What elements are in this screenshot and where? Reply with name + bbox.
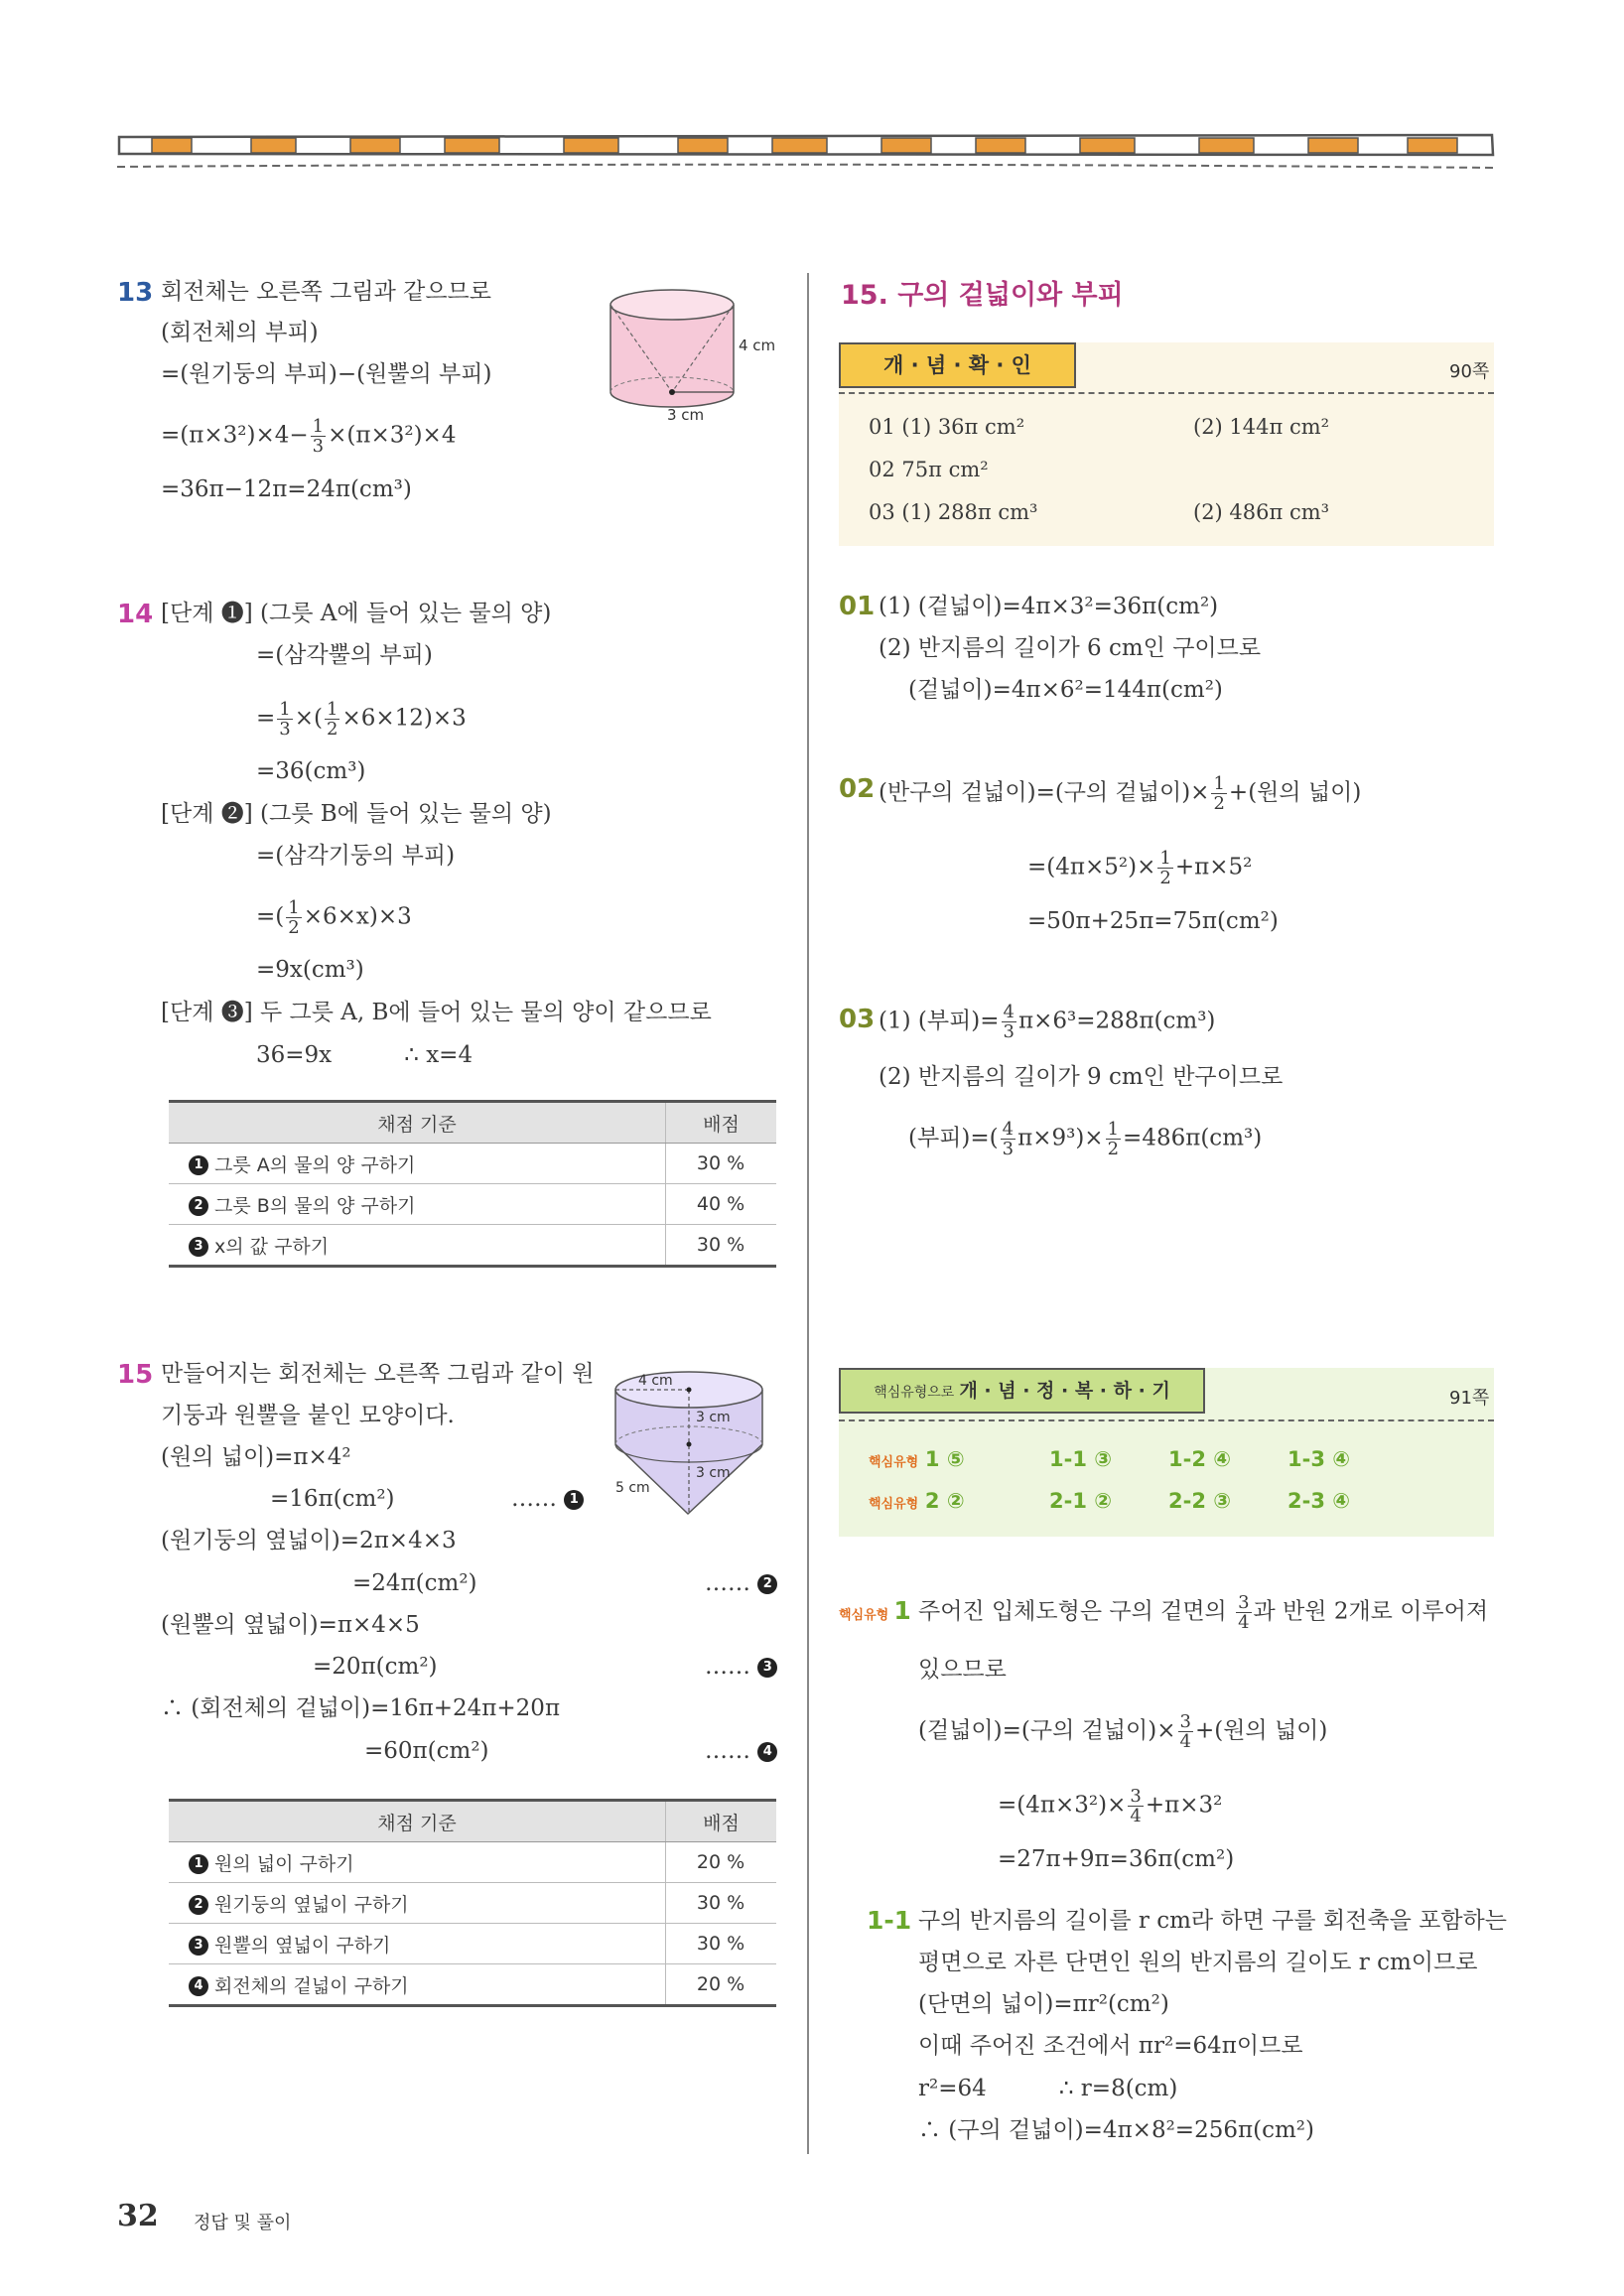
table-row: 4 회전체의 겉넓이 구하기 20 % [169,1964,776,2006]
q13-line4: =(π×3²)×4− $\frac{1}{3}$ ×(π×3²)×4 [161,416,457,457]
a02-line2: =(4π×5²)× $\frac{1}{2}$ +π×5² [1027,848,1253,888]
review-answer: 2-2 ③ [1168,1489,1232,1513]
table-row: 3 x의 값 구하기 30 % [169,1225,776,1267]
q14-step2-a: =(삼각기둥의 부피) [256,843,456,869]
q13-line3: =(원기둥의 부피)−(원뿔의 부피) [161,361,492,387]
q14-step1: [단계 ❶] (그릇 A에 들어 있는 물의 양) [161,601,552,626]
review-label: 핵심유형으로 개 · 념 · 정 · 복 · 하 · 기 [839,1368,1205,1414]
q15-solid-figure [610,1365,779,1524]
table-row: 2 그릇 B의 물의 양 구하기 40 % [169,1184,776,1225]
q15-line9: ∴ (회전체의 겉넓이)=16π+24π+20π [161,1695,561,1721]
core1-heading: 핵심유형 1 [839,1596,911,1625]
q14-step2-c: =9x(cm³) [256,957,364,983]
section-title: 15. 구의 겉넓이와 부피 [841,280,1124,311]
q15-fig-slant-label: 5 cm [615,1480,650,1496]
q15-mark2: …… 2 [705,1568,777,1598]
q13-number: 13 [117,278,154,308]
q15-mark4: …… 4 [705,1736,777,1766]
review-dashed-line [839,1419,1494,1421]
review-page-ref: 91쪽 [1449,1388,1490,1409]
table-row: 2 원기둥의 옆넓이 구하기 30 % [169,1883,776,1924]
q15-line3: (원의 넓이)=π×4² [161,1444,351,1470]
q13-line5: =36π−12π=24π(cm³) [161,476,412,502]
concept-check-label: 개 · 념 · 확 · 인 [839,342,1076,388]
q15-line4: =16π(cm²) [270,1486,395,1512]
q15-line6: =24π(cm²) [352,1570,477,1596]
header-ruler [117,129,1497,177]
q15-line5: (원기둥의 옆넓이)=2π×4×3 [161,1528,457,1553]
core11-line1: 구의 반지름의 길이를 r cm라 하면 구를 회전축을 포함하는 [918,1908,1507,1934]
core1-line1: 주어진 입체도형은 구의 겉면의 $\frac{3}{4}$ 과 반원 2개로 이루어져 [918,1592,1489,1633]
q15-fig-radius-label: 4 cm [638,1373,673,1389]
a01-line2: (2) 반지름의 길이가 6 cm인 구이므로 [879,635,1262,661]
a03-number: 03 [839,1005,876,1034]
q15-mark3: …… 3 [705,1652,777,1682]
q15-line7: (원뿔의 옆넓이)=π×4×5 [161,1612,420,1638]
core1-line4: =(4π×3²)× $\frac{3}{4}$ +π×3² [998,1786,1223,1826]
q14-step1-b: = $\frac{1}{3}$ ×( $\frac{1}{2}$ ×6×12)×3 [256,699,467,740]
q13-cylinder-figure [606,283,784,432]
concept-answer-1a: 01 (1) 36π cm² [869,415,1025,439]
a03-line3: (부피)=( $\frac{4}{3}$ π×9³)× $\frac{1}{2}$ =486π(cm³) [908,1119,1263,1159]
a01-line1: (1) (겉넓이)=4π×3²=36π(cm²) [879,594,1219,619]
review-row-1: 핵심유형 1 ⑤ [869,1447,965,1471]
a03-line1: (1) (부피)= $\frac{4}{3}$ π×6³=288π(cm³) [879,1002,1216,1042]
q14-step3: [단계 ❸] 두 그릇 A, B에 들어 있는 물의 양이 같으므로 [161,1000,712,1025]
q15-line1: 만들어지는 회전체는 오른쪽 그림과 같이 원 [161,1361,595,1387]
q15-fig-height2-label: 3 cm [696,1465,731,1481]
core11-line2: 평면으로 자른 단면인 원의 반지름의 길이도 r cm이므로 [918,1950,1478,1975]
core1-line2: 있으므로 [918,1657,1007,1683]
review-answer: 1-2 ④ [1168,1447,1232,1471]
q14-step2: [단계 ❷] (그릇 B에 들어 있는 물의 양) [161,801,552,827]
core1-line3: (겉넓이)=(구의 겉넓이)× $\frac{3}{4}$ +(원의 넓이) [918,1711,1328,1752]
a01-line3: (겉넓이)=4π×6²=144π(cm²) [908,677,1223,703]
concept-answer-3b: (2) 486π cm³ [1193,500,1330,524]
q14-step1-c: =36(cm³) [256,758,366,784]
review-answer: 2-1 ② [1049,1489,1113,1513]
q13-line1: 회전체는 오른쪽 그림과 같으므로 [161,279,491,305]
table-row: 3 원뿔의 옆넓이 구하기 30 % [169,1924,776,1964]
table-header-score: 배점 [666,1102,777,1144]
concept-answer-1b: (2) 144π cm² [1193,415,1330,439]
a01-number: 01 [839,592,876,621]
concept-page-ref: 90쪽 [1449,361,1490,382]
table-header-criteria: 채점 기준 [169,1102,666,1144]
q15-line8: =20π(cm²) [313,1654,438,1680]
concept-dashed-line [839,392,1494,394]
q15-score-table [169,1799,776,2007]
q14-number: 14 [117,600,154,629]
q15-line10: =60π(cm²) [364,1738,489,1764]
a02-line1: (반구의 겉넓이)=(구의 겉넓이)× $\frac{1}{2}$ +(원의 넓이) [879,773,1362,814]
core11-line4: 이때 주어진 조건에서 πr²=64π이므로 [918,2033,1303,2059]
q13-fig-height-label: 4 cm [739,337,776,354]
q15-number: 15 [117,1360,154,1390]
footer-label: 정답 및 풀이 [194,2213,292,2233]
review-row-2: 핵심유형 2 ② [869,1489,965,1513]
table-row: 1 원의 넓이 구하기 20 % [169,1842,776,1883]
core1-line5: =27π+9π=36π(cm²) [998,1846,1235,1872]
q14-step3-a: 36=9x ∴ x=4 [256,1042,474,1068]
table-header-score: 배점 [666,1801,777,1842]
q14-score-table [169,1100,776,1268]
q14-step2-b: =( $\frac{1}{2}$ ×6×x)×3 [256,897,412,938]
concept-answer-3a: 03 (1) 288π cm³ [869,500,1038,524]
core11-line6: ∴ (구의 겉넓이)=4π×8²=256π(cm²) [918,2117,1314,2143]
review-answer: 1-1 ③ [1049,1447,1113,1471]
column-divider [807,273,809,2154]
a02-number: 02 [839,774,876,804]
core11-line3: (단면의 넓이)=πr²(cm²) [918,1991,1169,2017]
review-answer: 2-3 ④ [1287,1489,1351,1513]
core11-line5: r²=64 ∴ r=8(cm) [918,2076,1178,2101]
concept-answer-2: 02 75π cm² [869,458,989,481]
fraction: $\frac{1}{3}$ [312,416,325,457]
a02-line3: =50π+25π=75π(cm²) [1027,908,1279,934]
q15-fig-height1-label: 3 cm [696,1410,731,1425]
page-number: 32 [117,2199,159,2233]
core11-number: 1-1 [867,1906,912,1935]
table-row: 1 그릇 A의 물의 양 구하기 30 % [169,1144,776,1184]
q13-fig-radius-label: 3 cm [667,406,705,424]
q15-line2: 기둥과 원뿔을 붙인 모양이다. [161,1403,455,1428]
q13-line2: (회전체의 부피) [161,320,319,345]
q14-step1-a: =(삼각뿔의 부피) [256,642,433,668]
review-answer: 1-3 ④ [1287,1447,1351,1471]
table-header-criteria: 채점 기준 [169,1801,666,1842]
q15-mark1: …… 1 [511,1484,584,1514]
a03-line2: (2) 반지름의 길이가 9 cm인 반구이므로 [879,1064,1284,1090]
